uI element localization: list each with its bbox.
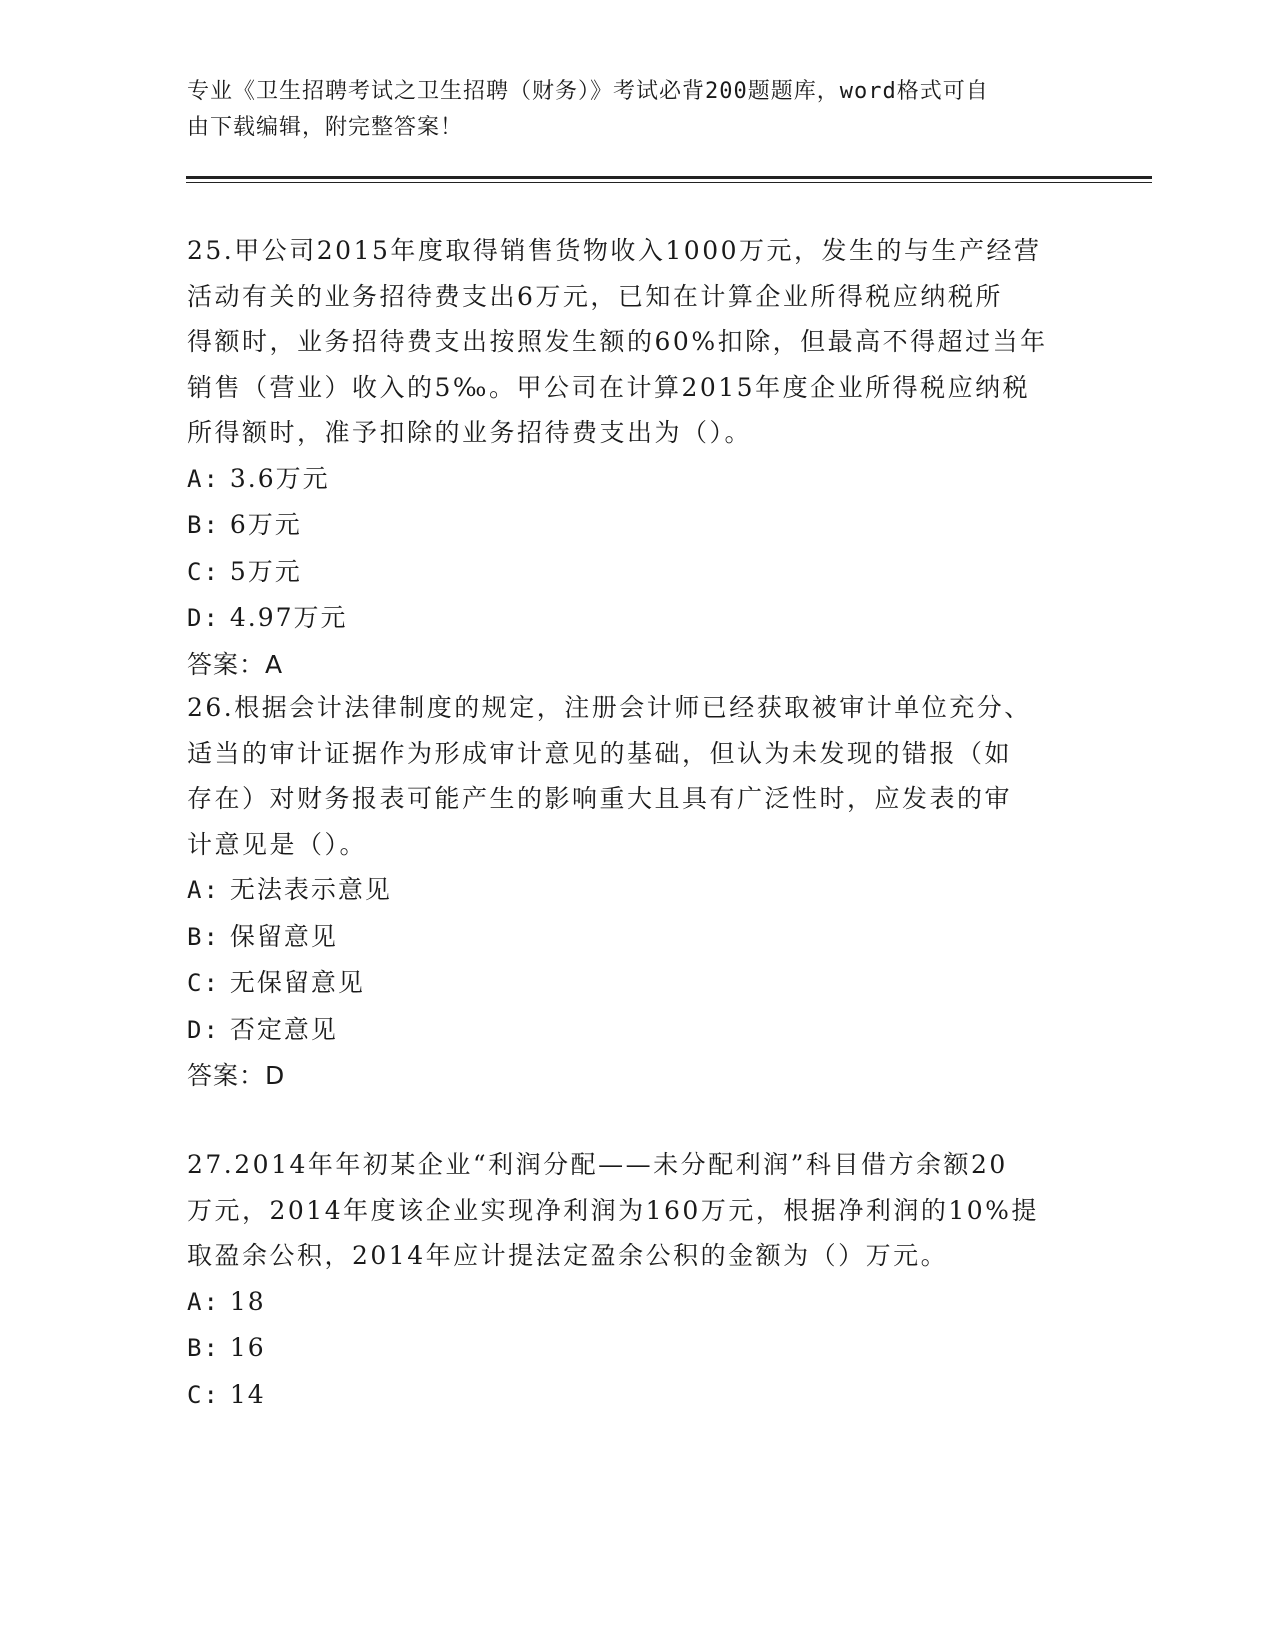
header-divider-thin bbox=[186, 182, 1152, 183]
option-text: 5万元 bbox=[229, 556, 302, 586]
question-line: 所得额时，准予扣除的业务招待费支出为（）。 bbox=[187, 418, 753, 447]
option-c bbox=[187, 1372, 1087, 1419]
option-letter: A: bbox=[187, 464, 220, 493]
option-b bbox=[187, 914, 1087, 961]
question-line: 销售（营业）收入的5‰。甲公司在计算2015年度企业所得税应纳税 bbox=[187, 372, 1031, 402]
option-c bbox=[187, 960, 1087, 1007]
question-line: 25.甲公司2015年度取得销售货物收入1000万元，发生的与生产经营 bbox=[187, 236, 1042, 265]
option-text: 18 bbox=[229, 1286, 266, 1316]
option-c bbox=[187, 549, 1087, 596]
question-25 bbox=[187, 228, 1087, 687]
option-letter: C: bbox=[187, 1380, 220, 1409]
option-text: 6万元 bbox=[229, 510, 302, 539]
question-27 bbox=[187, 1142, 1087, 1418]
question-line: 万元，2014年度该企业实现净利润为160万元，根据净利润的10%提 bbox=[187, 1195, 1039, 1225]
option-text: 3.6万元 bbox=[229, 463, 330, 493]
option-letter: A: bbox=[187, 876, 220, 904]
header-line-2: 由下载编辑，附完整答案！ bbox=[187, 115, 464, 140]
option-text: 14 bbox=[229, 1379, 266, 1409]
option-b bbox=[187, 1325, 1087, 1372]
option-text: 保留意见 bbox=[229, 921, 338, 951]
option-text: 否定意见 bbox=[229, 1014, 338, 1044]
question-line: 取盈余公积，2014年应计提法定盈余公积的金额为（）万元。 bbox=[187, 1241, 949, 1270]
answer-label: 答案：A bbox=[187, 649, 284, 679]
question-26 bbox=[187, 685, 1087, 1099]
option-text: 16 bbox=[229, 1333, 266, 1362]
question-line: 适当的审计证据作为形成审计意见的基础，但认为未发现的错报（如 bbox=[187, 738, 1013, 768]
option-text: 无保留意见 bbox=[229, 968, 365, 997]
option-a bbox=[187, 867, 1087, 914]
header-line-1: 专业《卫生招聘考试之卫生招聘（财务）》考试必背200题题库，word格式可自 bbox=[187, 79, 989, 104]
option-letter: C: bbox=[187, 557, 220, 586]
question-line: 26.根据会计法律制度的规定，注册会计师已经获取被审计单位充分、 bbox=[187, 693, 1032, 722]
question-line: 计意见是（）。 bbox=[187, 829, 368, 859]
option-letter: B: bbox=[187, 511, 220, 539]
answer-label: 答案：D bbox=[187, 1061, 286, 1090]
option-letter: C: bbox=[187, 969, 220, 997]
question-line: 27.2014年年初某企业“利润分配——未分配利润”科目借方余额20 bbox=[187, 1150, 1008, 1179]
option-letter: D: bbox=[187, 604, 220, 632]
header-divider-thick bbox=[186, 176, 1152, 179]
option-b bbox=[187, 502, 1087, 549]
option-letter: D: bbox=[187, 1015, 220, 1044]
document-header bbox=[187, 74, 1087, 146]
option-text: 无法表示意见 bbox=[229, 875, 392, 904]
question-line: 得额时，业务招待费支出按照发生额的60%扣除，但最高不得超过当年 bbox=[187, 327, 1048, 356]
option-d bbox=[187, 1007, 1087, 1054]
option-letter: B: bbox=[187, 1334, 220, 1362]
option-letter: A: bbox=[187, 1287, 220, 1316]
question-line: 活动有关的业务招待费支出6万元，已知在计算企业所得税应纳税所 bbox=[187, 281, 1003, 311]
option-letter: B: bbox=[187, 922, 220, 951]
question-line: 存在）对财务报表可能产生的影响重大且具有广泛性时，应发表的审 bbox=[187, 784, 1013, 813]
option-a bbox=[187, 1279, 1087, 1326]
option-d bbox=[187, 595, 1087, 642]
option-a bbox=[187, 456, 1087, 503]
option-text: 4.97万元 bbox=[229, 603, 348, 632]
